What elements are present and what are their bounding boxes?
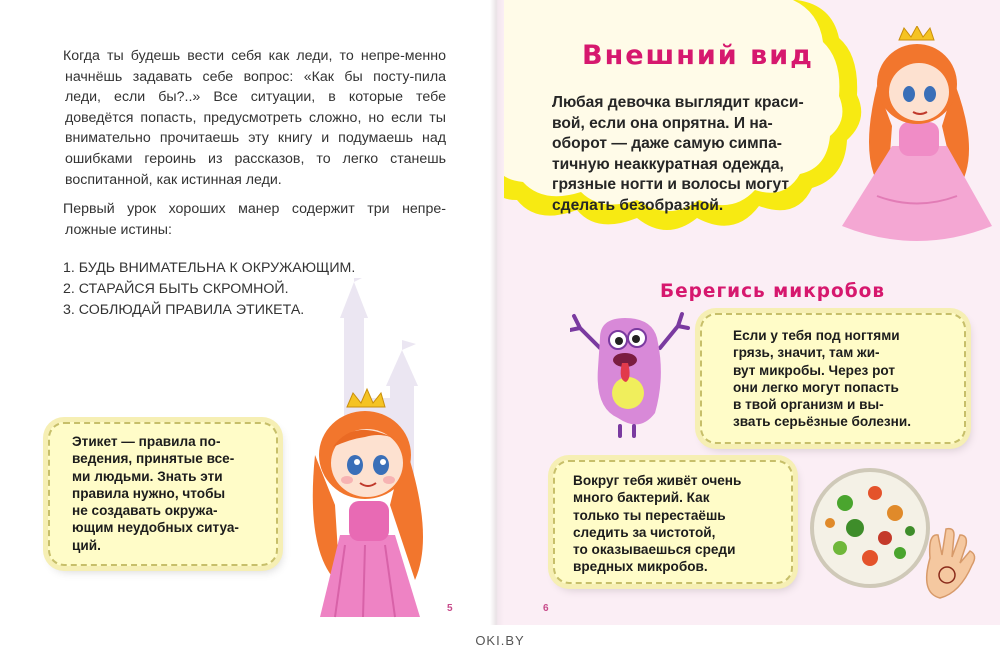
truth-item: 3. СОБЛЮДАЙ ПРАВИЛА ЭТИКЕТА. — [63, 302, 305, 318]
book-spine — [490, 0, 504, 625]
body-line: сделать безобразной. — [552, 196, 724, 214]
truth-item: 1. БУДЬ ВНИМАТЕЛЬНА К ОКРУЖАЮЩИМ. — [63, 260, 356, 276]
appearance-body — [552, 93, 832, 217]
petri-dish-illustration — [800, 463, 1000, 613]
note-line: Вокруг тебя живёт очень — [573, 473, 742, 488]
etiquette-note — [48, 422, 278, 566]
body-line: Любая девочка выглядит краси- — [552, 94, 804, 111]
intro-text — [65, 46, 446, 240]
note-line: звать серьёзные болезни. — [733, 414, 912, 430]
body-line: вой, если она опрятна. И на- — [552, 114, 773, 132]
page-number-left: 5 — [447, 603, 453, 614]
watermark-bar — [0, 625, 1000, 657]
princess-illustration — [837, 26, 997, 251]
note-line: следить за чистотой, — [573, 524, 716, 540]
note-line: они легко могут попасть — [733, 379, 899, 395]
microbe-illustration — [570, 308, 690, 443]
germ-note-1 — [700, 313, 966, 444]
note-line: то оказываешься среди — [573, 542, 736, 558]
appearance-title: Внешний вид — [582, 40, 814, 71]
right-page — [497, 0, 1000, 625]
note-line: не создавать окружа- — [72, 503, 218, 519]
note-line: ведения, принятые все- — [72, 451, 235, 467]
left-page — [0, 0, 497, 625]
note-line: много бактерий. Как — [573, 490, 710, 506]
note-line: ций. — [72, 537, 101, 553]
note-line: Если у тебя под ногтями — [733, 328, 900, 343]
note-line: вут микробы. Через рот — [733, 362, 895, 378]
watermark: OKI.BY — [475, 633, 525, 648]
body-line: грязные ногти и волосы могут — [552, 176, 790, 194]
germs-title: Берегись микробов — [660, 281, 886, 302]
body-line: оборот — даже самую симпа- — [552, 135, 782, 153]
truth-item: 2. СТАРАЙСЯ БЫТЬ СКРОМНОЙ. — [63, 281, 289, 297]
princess-illustration — [295, 385, 445, 625]
note-line: грязь, значит, там жи- — [733, 345, 880, 361]
note-line: только ты перестаёшь — [573, 507, 726, 523]
note-line: ми людьми. Знать эти — [72, 468, 223, 484]
germ-note-2 — [553, 460, 793, 584]
note-line: правила нужно, чтобы — [72, 485, 226, 501]
note-line: в твой организм и вы- — [733, 397, 884, 413]
page-number-right: 6 — [543, 603, 549, 614]
body-line: тичную неаккуратная одежда, — [552, 155, 784, 173]
note-line: вредных микробов. — [573, 559, 708, 575]
note-line: Этикет — правила по- — [72, 434, 221, 449]
intro-paragraph: Первый урок хороших манер содержит три непре-ложные истины: — [63, 201, 446, 238]
note-line: ющим неудобных ситуа- — [72, 520, 239, 536]
intro-paragraph: Когда ты будешь вести себя как леди, то непре-менно начнёшь задавать себе вопрос: «Как бы посту-пила леди, если бы?..» Все ситуации, в которые тебе доведётся попасть, предусмотреть сложно, но если ты внимательно прочитаешь эту книгу и подумаешь над ошибками героинь из рассказов, то легко станешь воспитанной, как истинная леди. — [63, 48, 446, 188]
